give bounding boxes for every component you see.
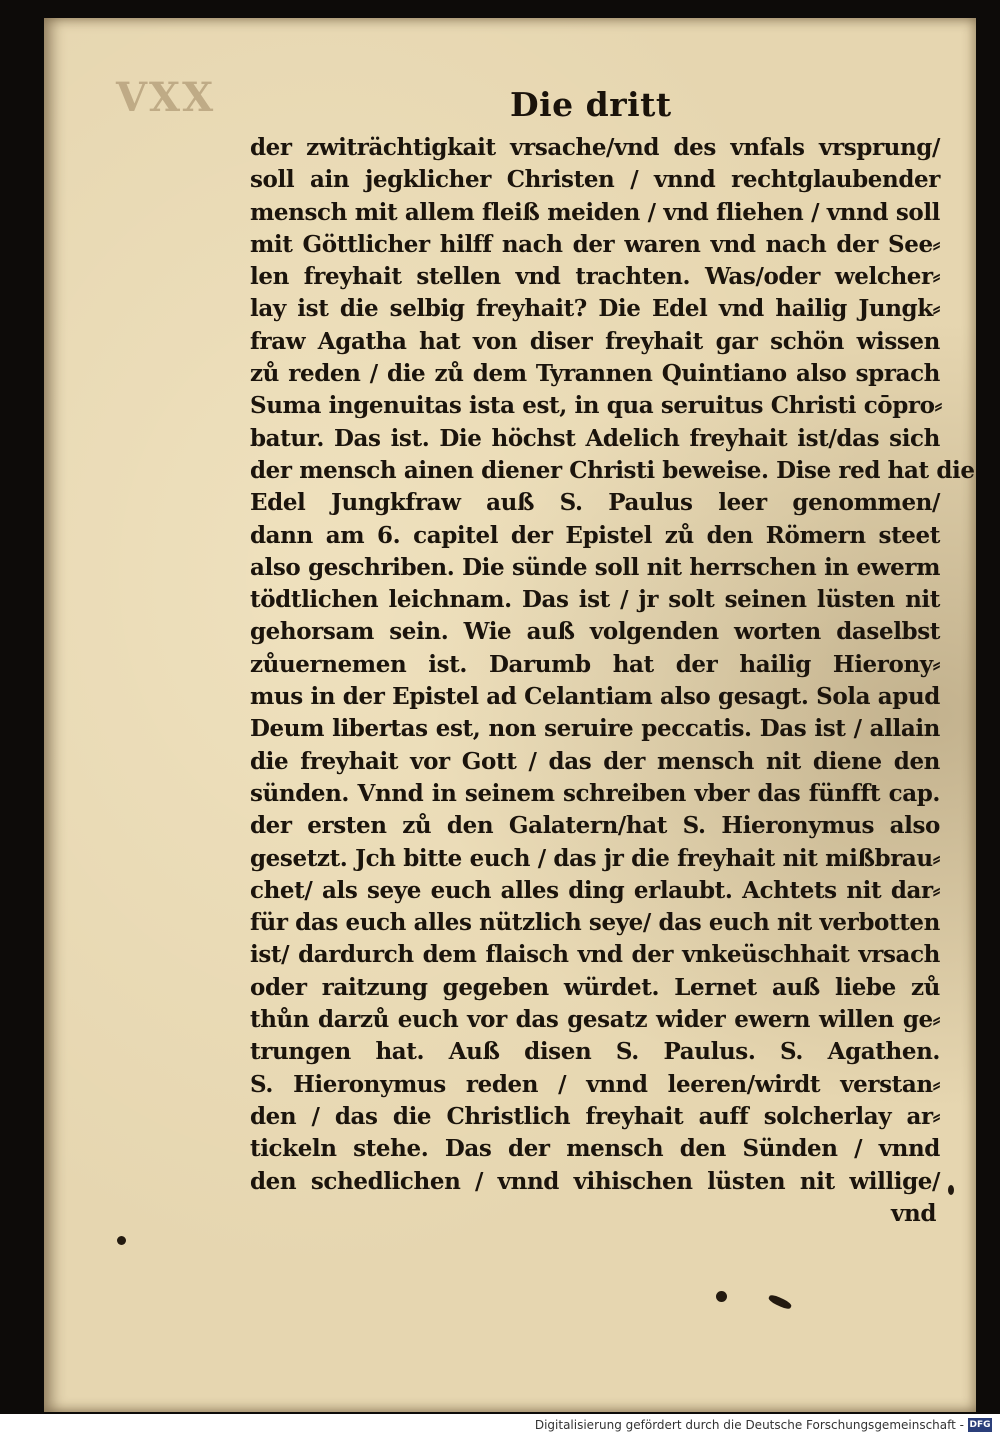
dfg-logo-icon: DFG [969,1420,991,1430]
text-line: tödtlichen leichnam. Das ist / jr solt seinen lüsten nit [250,586,940,614]
text-line: dann am 6. capitel der Epistel zů den Römern steet [250,521,940,549]
text-line: oder raitzung gegeben würdet. Lernet auß liebe zů [250,973,940,1001]
text-line: len freyhait stellen vnd trachten. Was/oder welcher⸗ [250,263,940,291]
ink-speck [948,1185,954,1195]
text-line: ist/ dardurch dem flaisch vnd der vnkeüschhait vrsach [250,941,940,969]
text-line: batur. Das ist. Die höchst Adelich freyhait ist/das sich [250,424,940,452]
folio-number: VXX [116,74,216,121]
digitization-credit: Digitalisierung gefördert durch die Deutsche Forschungsgemeinschaft - [534,1418,964,1432]
text-line: tickeln stehe. Das der mensch den Sünden / vnnd [250,1135,940,1163]
text-line: lay ist die selbig freyhait? Die Edel vnd hailig Jungk⸗ [250,295,940,323]
catchword: vnd [891,1199,936,1227]
text-line: für das euch alles nützlich seye/ das euch nit verbotten [250,909,940,937]
text-line: gehorsam sein. Wie auß volgenden worten daselbst [250,618,940,646]
text-line: soll ain jegklicher Christen / vnnd rechtglaubender [250,166,940,194]
text-line: den / das die Christlich freyhait auff solcherlay ar⸗ [250,1102,940,1130]
text-line: der zwiträchtigkait vrsache/vnd des vnfals vrsprung/ [250,134,940,161]
text-line: zůuernemen ist. Darumb hat der hailig Hierony⸗ [250,650,940,678]
text-line: den schedlichen / vnnd vihischen lüsten nit willige/ [250,1167,940,1195]
ink-speck [117,1236,126,1245]
running-head: Die dritt [510,85,672,124]
text-line: die freyhait vor Gott / das der mensch nit diene den [250,747,940,775]
text-line: S. Hieronymus reden / vnnd leeren/wirdt verstan⸗ [250,1070,940,1098]
text-line: mensch mit allem fleiß meiden / vnd fliehen / vnnd soll [250,198,940,226]
text-line: gesetzt. Jch bitte euch / das jr die freyhait nit mißbrau⸗ [250,844,940,872]
text-line: zů reden / die zů dem Tyrannen Quintiano also sprach [250,360,940,388]
text-line: also geschriben. Die sünde soll nit herrschen in ewerm [250,553,940,581]
text-line: Deum libertas est, non seruire peccatis. Das ist / allain [250,715,940,743]
text-line: Edel Jungkfraw auß S. Paulus leer genommen/ [250,489,940,517]
text-line: der ersten zů den Galatern/hat S. Hieronymus also [250,812,940,840]
text-line: chet/ als seye euch alles ding erlaubt. Achtets nit dar⸗ [250,876,940,904]
text-line: sünden. Vnnd in seinem schreiben vber das fünfft cap. [250,779,940,807]
text-block [250,132,975,1230]
text-line: mus in der Epistel ad Celantiam also gesagt. Sola apud [250,683,940,711]
text-line: fraw Agatha hat von diser freyhait gar schön wissen [250,327,940,355]
ink-speck [716,1291,727,1302]
text-line: thůn darzů euch vor das gesatz wider ewern willen ge⸗ [250,1006,940,1034]
text-line: trungen hat. Auß disen S. Paulus. S. Agathen. [250,1038,940,1066]
text-line: mit Göttlicher hilff nach der waren vnd nach der See⸗ [250,230,940,258]
text-line: der mensch ainen diener Christi beweise. Dise red hat die [250,456,975,484]
text-line: Suma ingenuitas ista est, in qua seruitus Christi cōpro⸗ [250,392,942,420]
